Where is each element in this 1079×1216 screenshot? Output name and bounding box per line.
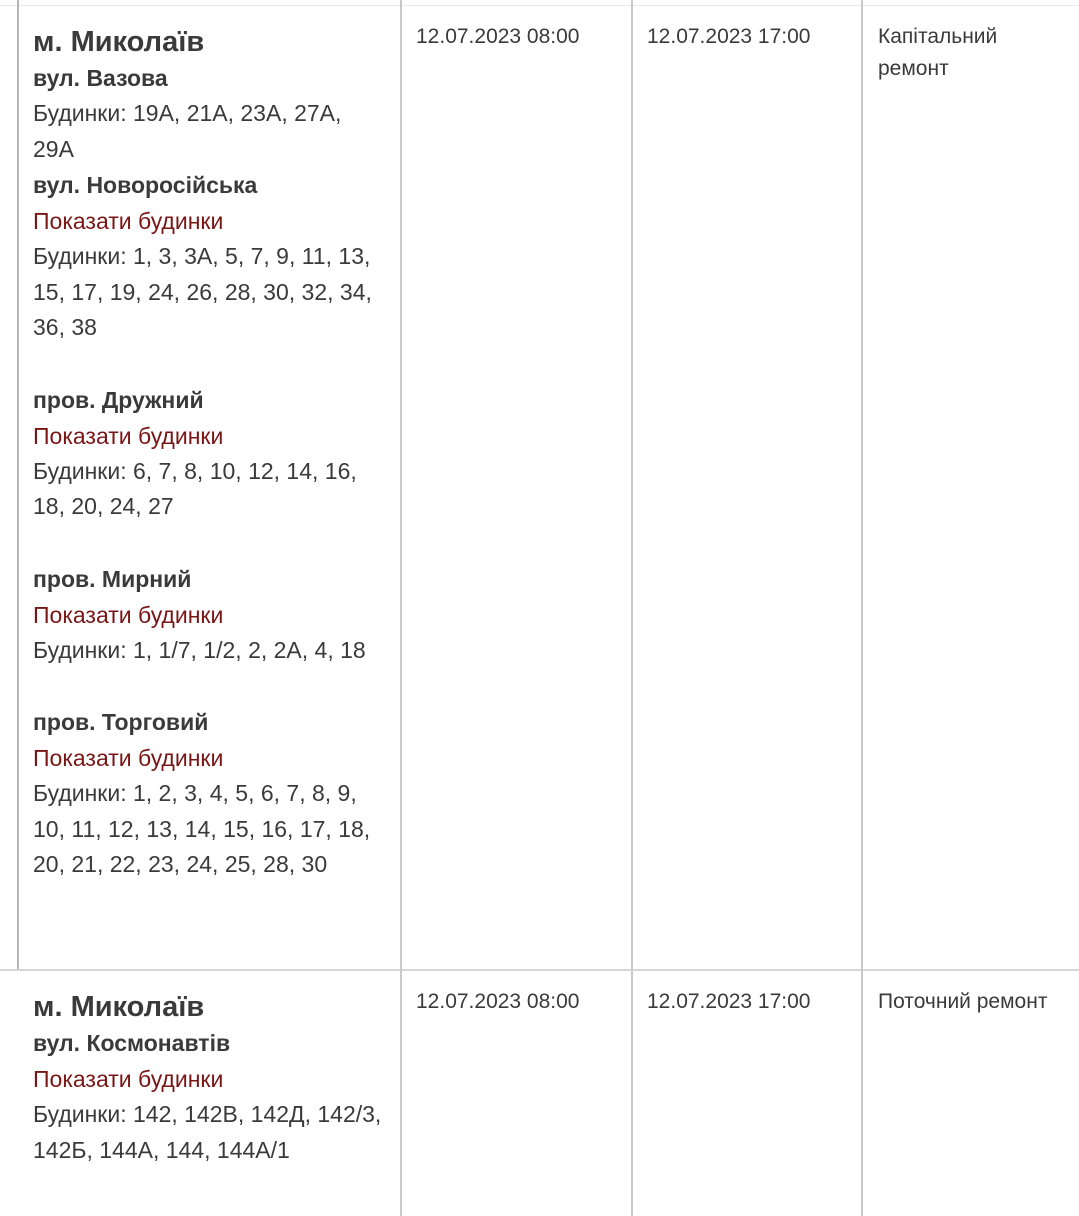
show-houses-link[interactable]: Показати будинки [33, 208, 224, 234]
work-type: Поточний ремонт [878, 990, 1048, 1013]
street-block [33, 60, 388, 167]
house-list: Будинки: 1, 2, 3, 4, 5, 6, 7, 8, 9, 10, 11, 12, 13, 14, 15, 16, 17, 18, 20, 21, 22, 23, 24, 25, 28, 30 [33, 780, 371, 877]
street-name: вул. Новоросійська [33, 172, 258, 198]
address-cell [33, 20, 388, 883]
column-divider [861, 969, 863, 1216]
column-divider [400, 0, 402, 969]
street-block [33, 382, 388, 525]
house-list: Будинки: 19А, 21А, 23А, 27А, 29А [33, 100, 342, 162]
street-name: пров. Дружний [33, 386, 204, 413]
house-list: Будинки: 1, 1/7, 1/2, 2, 2А, 4, 18 [33, 636, 366, 663]
end-time: 12.07.2023 17:00 [647, 990, 811, 1013]
city-name: м. Миколаїв [33, 991, 205, 1023]
column-divider [631, 0, 633, 969]
show-houses-link[interactable]: Показати будинки [33, 745, 224, 771]
end-time: 12.07.2023 17:00 [647, 25, 811, 48]
address-cell [33, 985, 388, 1168]
column-divider [400, 969, 402, 1216]
street-name: пров. Торговий [33, 709, 209, 735]
row-divider [0, 969, 1079, 971]
column-divider [631, 969, 633, 1216]
show-houses-link[interactable]: Показати будинки [33, 601, 224, 628]
street-name: пров. Мирний [33, 565, 192, 592]
house-list: Будинки: 142, 142В, 142Д, 142/3, 142Б, 144А, 144, 144А/1 [33, 1101, 382, 1163]
work-type: Капітальний ремонт [878, 25, 998, 80]
street-block [33, 704, 388, 883]
column-divider [861, 0, 863, 969]
show-houses-link[interactable]: Показати будинки [33, 1066, 224, 1092]
street-block [33, 561, 388, 669]
column-divider [17, 0, 19, 969]
show-houses-link[interactable]: Показати будинки [33, 422, 224, 449]
street-block [33, 1025, 388, 1168]
street-block [33, 167, 388, 346]
street-name: вул. Вазова [33, 65, 168, 91]
house-list: Будинки: 6, 7, 8, 10, 12, 14, 16, 18, 20, 24, 27 [33, 457, 357, 519]
city-name: м. Миколаїв [33, 26, 205, 58]
street-name: вул. Космонавтів [33, 1030, 231, 1056]
start-time: 12.07.2023 08:00 [416, 25, 580, 48]
table-row [0, 969, 1079, 1216]
house-list: Будинки: 1, 3, 3А, 5, 7, 9, 11, 13, 15, 17, 19, 24, 26, 28, 30, 32, 34, 36, 38 [33, 243, 372, 340]
start-time: 12.07.2023 08:00 [416, 990, 580, 1013]
